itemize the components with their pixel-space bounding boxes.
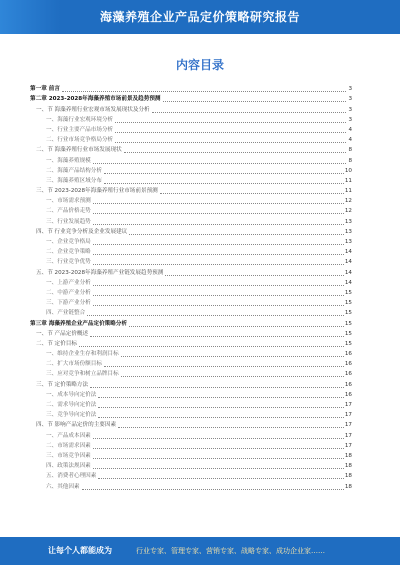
toc-page-number: 14 [344,259,352,266]
toc-leader [62,90,346,92]
toc-page-number: 16 [344,351,352,358]
toc-entry[interactable] [30,205,352,215]
toc-leader [93,457,344,459]
toc-page-number: 18 [344,473,352,480]
toc-entry-text: 二、海藻产品结构分析 [46,167,102,174]
toc-page-number: 16 [344,371,352,378]
toc-leader [93,447,344,449]
toc-leader [129,233,344,235]
toc-page-number: 13 [344,239,352,245]
footer-tagline: 行业专家、管理专家、营销专家、战略专家、成功企业家…… [136,547,325,555]
toc-entry-text: 一、维持企业生存和利润目标 [46,351,119,358]
toc-entry[interactable] [30,419,352,429]
toc-page-number: 14 [344,249,352,256]
toc-page-number: 4 [348,126,352,133]
toc-entry[interactable] [30,399,352,409]
toc-page-number: 16 [344,391,352,398]
toc-page-number: 15 [344,310,352,317]
toc-entry-text: 三、下游产业分析 [46,300,91,307]
toc-page-number: 4 [348,137,352,144]
toc-page-number: 17 [344,422,352,429]
toc-entry[interactable] [30,440,352,450]
toc-entry[interactable] [30,470,352,480]
toc-entry[interactable] [30,134,352,144]
toc-page-number: 12 [344,208,352,215]
toc-leader [93,162,346,164]
toc-leader [118,426,344,428]
toc-entry[interactable] [30,114,352,124]
toc-page-number: 8 [348,147,352,154]
toc-entry[interactable] [30,195,352,205]
toc-entry[interactable] [30,124,352,134]
toc-entry-text: 二、节 定价目标 [36,340,77,347]
toc-entry[interactable] [30,287,352,297]
toc-leader [93,304,344,306]
toc-leader [93,223,344,225]
toc-entry-text: 一、企业竞争格局 [46,239,91,245]
toc-page-number: 11 [344,188,352,195]
toc-page-number: 18 [344,463,352,470]
toc-leader [121,355,344,357]
toc-entry-text: 一、市场需求预测 [46,198,91,205]
toc-entry[interactable] [30,480,352,490]
toc-entry[interactable] [30,348,352,358]
toc-page-number: 15 [344,289,352,296]
toc-leader [93,202,344,204]
toc-leader [98,416,344,418]
toc-leader [163,100,346,102]
toc-entry-text: 四、节 影响产品定价的主要因素 [36,422,117,429]
toc-entry[interactable] [30,154,352,164]
toc-entry-text: 四、产业链整合 [46,310,86,317]
toc-page-number: 17 [344,442,352,449]
table-of-contents [30,83,352,491]
toc-page-number: 15 [344,300,352,307]
toc-entry-text: 二、扩大市场份额目标 [46,361,102,368]
toc-leader [93,294,344,296]
toc-leader [115,121,346,123]
toc-leader [98,396,344,398]
toc-entry[interactable] [30,368,352,378]
toc-leader [115,141,346,143]
toc-entry-text: 一、成本导向定价法 [46,391,97,398]
toc-leader [104,365,344,367]
toc-entry-text: 二、市场需求因素 [46,442,91,449]
toc-page-number: 8 [348,157,352,164]
toc-entry[interactable] [30,317,352,327]
toc-entry[interactable] [30,450,352,460]
toc-entry[interactable] [30,460,352,470]
toc-entry-text: 第二章 2023-2028年海藻养殖市场前景及趋势预测 [30,96,161,103]
toc-page-number: 18 [344,483,352,490]
toc-heading: 内容目录 [175,58,224,72]
toc-entry[interactable] [30,328,352,338]
toc-page-number: 15 [344,340,352,347]
toc-leader [124,151,346,153]
toc-page-number: 13 [344,228,352,235]
toc-entry-text: 二、节 海藻养殖行业市场发展现状 [36,147,122,154]
toc-leader [93,437,344,439]
toc-entry-text: 五、节 2023-2028年海藻养殖产业链发展趋势预测 [36,269,164,276]
toc-entry[interactable] [30,144,352,154]
toc-entry[interactable] [30,358,352,368]
toc-entry-text: 三、节 2023-2028年海藻养殖行业市场前景预测 [36,188,158,195]
toc-entry[interactable] [30,256,352,266]
toc-leader [104,172,344,174]
toc-entry[interactable] [30,277,352,287]
toc-page-number: 16 [344,381,352,388]
toc-entry[interactable] [30,103,352,113]
toc-page-number: 14 [344,269,352,276]
toc-entry-text: 三、节 定价策略方法 [36,381,89,388]
toc-entry-text: 第三章 海藻养殖企业产品定价策略分析 [30,320,128,327]
toc-leader [90,335,344,337]
toc-entry[interactable] [30,409,352,419]
toc-entry-text: 三、海藻养殖区域分布 [46,177,102,184]
toc-page-number: 17 [344,412,352,419]
toc-leader [98,477,344,479]
toc-leader [115,131,346,133]
toc-leader [121,375,344,377]
toc-entry-text: 四、政策法规因素 [46,463,91,470]
toc-page-number: 14 [344,279,352,286]
toc-entry-text: 五、消费者心理因素 [46,473,97,480]
toc-entry-text: 二、行业市场竞争格局分析 [46,137,114,144]
toc-entry[interactable] [30,297,352,307]
toc-entry-text: 第一章 前言 [30,86,60,93]
toc-leader [79,345,344,347]
toc-entry[interactable] [30,246,352,256]
toc-entry-text: 三、行业发展趋势 [46,218,91,225]
toc-page-number: 10 [344,167,352,174]
toc-entry-text: 六、其他因素 [46,483,80,490]
toc-page-number: 16 [344,361,352,368]
toc-leader [129,325,344,327]
toc-entry-text: 一、产品成本因素 [46,432,91,439]
toc-page-number: 3 [348,106,352,113]
toc-leader [82,488,344,490]
toc-entry[interactable] [30,185,352,195]
toc-entry-text: 一、海藻养殖规模 [46,157,91,164]
toc-entry-text: 三、应对竞争和树立品牌目标 [46,371,119,378]
toc-leader [98,406,344,408]
toc-page-number: 3 [348,86,352,93]
toc-entry-text: 三、竞争导向定价法 [46,412,97,419]
toc-page-number: 15 [344,320,352,327]
footer-slogan: 让每个人都能成为 [48,546,112,555]
header-bar [0,0,400,34]
toc-entry[interactable] [30,236,352,246]
toc-leader [93,212,344,214]
toc-entry-text: 四、节 行业竞争分析及企业发展建议 [36,228,128,235]
toc-page-number: 18 [344,452,352,459]
toc-page-number: 11 [344,177,352,184]
toc-entry[interactable] [30,378,352,388]
toc-entry[interactable] [30,83,352,93]
toc-entry-text: 一、海藻行业宏观环境分析 [46,116,114,123]
toc-page-number: 3 [348,96,352,103]
toc-page-number: 17 [344,402,352,408]
toc-leader [93,467,344,469]
footer-bar [0,537,400,565]
toc-entry-text: 一、上游产业分析 [46,279,91,286]
toc-leader [93,284,344,286]
toc-page-number: 13 [344,218,352,225]
toc-leader [104,182,344,184]
toc-entry[interactable] [30,226,352,236]
toc-entry[interactable] [30,266,352,276]
toc-leader [165,274,344,276]
toc-entry-text: 一、行业主要产品市场分析 [46,126,114,133]
toc-entry[interactable] [30,93,352,103]
toc-entry[interactable] [30,165,352,175]
toc-entry-text: 一、节 产品定价概述 [36,330,89,337]
toc-leader [93,243,344,245]
toc-page-number: 12 [344,198,352,205]
toc-leader [160,192,344,194]
toc-leader [87,314,344,316]
toc-entry-text: 二、企业竞争策略 [46,249,91,256]
toc-entry[interactable] [30,338,352,348]
toc-entry-text: 一、节 海藻养殖行业宏观市场发展现状及分析 [36,106,150,113]
toc-page-number: 17 [344,432,352,439]
toc-leader [90,386,344,388]
toc-entry-text: 二、中游产业分析 [46,289,91,296]
toc-page-number: 15 [344,330,352,337]
report-title: 海藻养殖企业产品定价策略研究报告 [99,10,300,24]
toc-entry-text: 二、产品价格走势 [46,208,91,215]
toc-entry[interactable] [30,389,352,399]
toc-entry-text: 三、市场竞争因素 [46,452,91,459]
toc-leader [152,111,346,113]
toc-entry[interactable] [30,307,352,317]
toc-entry[interactable] [30,215,352,225]
toc-entry[interactable] [30,175,352,185]
toc-entry[interactable] [30,429,352,439]
toc-leader [93,263,344,265]
toc-entry-text: 三、行业竞争优势 [46,259,91,266]
toc-leader [93,253,344,255]
toc-entry-text: 二、需求导向定价法 [46,402,97,408]
toc-page-number: 3 [348,116,352,123]
